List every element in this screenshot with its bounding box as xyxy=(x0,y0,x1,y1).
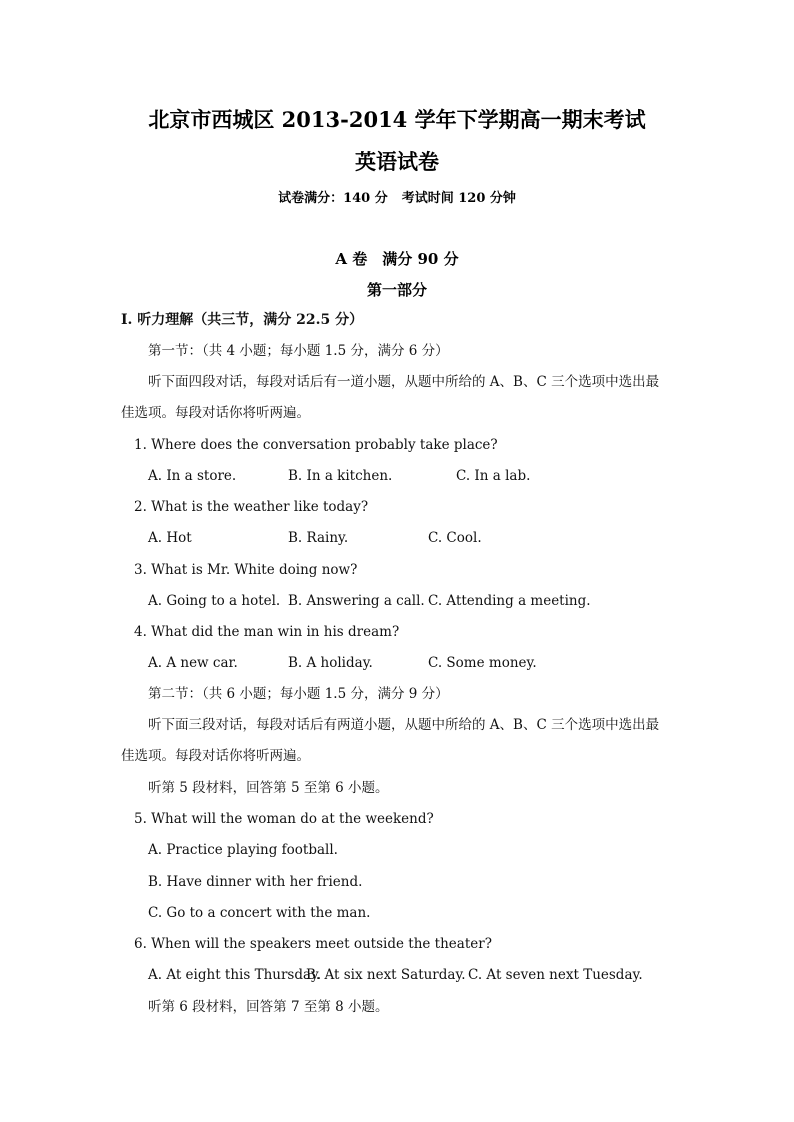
question-4-option-c: C. Some money. xyxy=(428,655,537,671)
question-2-option-a: A. Hot xyxy=(148,530,192,546)
part2-instruction-line1: 听下面三段对话，每段对话后有两道小题，从题中所给的 A、B、C 三个选项中选出最 xyxy=(148,717,660,733)
exam-score: 试卷满分：140 分 xyxy=(278,191,388,206)
exam-meta xyxy=(0,187,794,206)
question-1-option-a: A. In a store. xyxy=(148,468,237,484)
exam-title: 北京市西城区 2013-2014 学年下学期高一期末考试 xyxy=(148,107,646,132)
question-3-option-c: C. Attending a meeting. xyxy=(428,593,591,609)
question-5-option-a: A. Practice playing football. xyxy=(148,842,338,858)
part-heading: 第一部分 xyxy=(366,281,427,299)
listening-heading: Ⅰ. 听力理解（共三节，满分 22.5 分） xyxy=(121,312,364,328)
part1-instruction-line2: 佳选项。每段对话你将听两遍。 xyxy=(121,405,310,421)
question-3-option-b: B. Answering a call. xyxy=(288,593,425,609)
question-2-option-c: C. Cool. xyxy=(428,530,482,546)
question-3-option-a: A. Going to a hotel. xyxy=(148,593,281,609)
part1-label: 第一节：（共 4 小题；每小题 1.5 分，满分 6 分） xyxy=(148,343,449,359)
question-2-option-b: B. Rainy. xyxy=(288,530,349,546)
volume-heading: A 卷 满分 90 分 xyxy=(335,250,459,268)
material-5-instruction: 听第 5 段材料，回答第 5 至第 6 小题。 xyxy=(148,780,389,796)
question-5: 5. What will the woman do at the weekend? xyxy=(134,811,434,827)
part2-instruction-line2: 佳选项。每段对话你将听两遍。 xyxy=(121,748,310,764)
question-6-option-c: C. At seven next Tuesday. xyxy=(468,967,643,983)
part1-instruction-line1: 听下面四段对话，每段对话后有一道小题，从题中所给的 A、B、C 三个选项中选出最 xyxy=(148,374,660,390)
question-6: 6. When will the speakers meet outside the theater? xyxy=(134,936,492,952)
question-5-option-c: C. Go to a concert with the man. xyxy=(148,905,371,921)
question-6-option-a: A. At eight this Thursday. xyxy=(148,967,322,983)
question-6-option-b: B. At six next Saturday. xyxy=(306,967,466,983)
question-4-option-b: B. A holiday. xyxy=(288,655,373,671)
question-5-option-b: B. Have dinner with her friend. xyxy=(148,874,363,890)
question-4-option-a: A. A new car. xyxy=(148,655,238,671)
question-2: 2. What is the weather like today? xyxy=(134,499,369,515)
material-6-instruction: 听第 6 段材料，回答第 7 至第 8 小题。 xyxy=(148,999,389,1015)
exam-subtitle: 英语试卷 xyxy=(355,149,439,174)
exam-time: 考试时间 120 分钟 xyxy=(401,191,516,206)
question-4: 4. What did the man win in his dream? xyxy=(134,624,400,640)
question-1: 1. Where does the conversation probably take place? xyxy=(134,437,498,453)
question-3: 3. What is Mr. White doing now? xyxy=(134,562,358,578)
question-1-option-b: B. In a kitchen. xyxy=(288,468,393,484)
part2-label: 第二节：（共 6 小题；每小题 1.5 分，满分 9 分） xyxy=(148,686,449,702)
question-1-option-c: C. In a lab. xyxy=(456,468,531,484)
